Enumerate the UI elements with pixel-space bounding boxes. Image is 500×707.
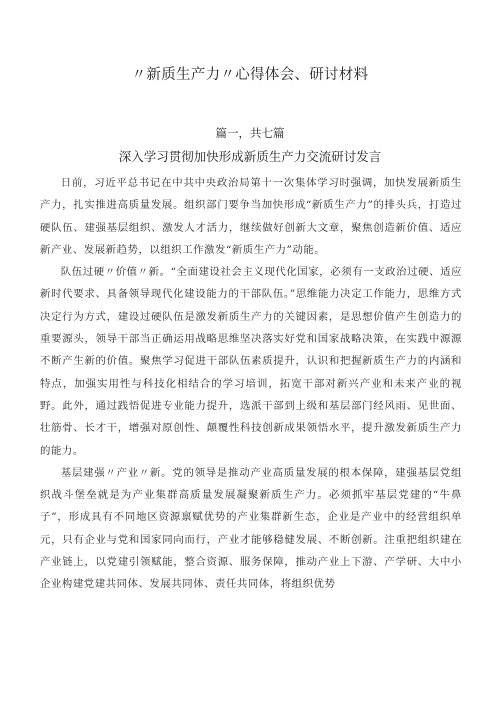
paragraph: 日前，习近平总书记在中共中央政治局第十一次集体学习时强调，加快发展新质生产力，扎实推进高质量发展。组织部门要争当加快形成“新质生产力”的排头兵，打造过硬队伍、建强基层组织、激发人才活力，继续做好创新大文章，聚焦创造新价值、适应新产业、发展新趋势，以组织工作激发“新质生产力”动能。 — [40, 177, 462, 256]
section-label: 篇一，共七篇 — [215, 126, 285, 140]
paragraph: 队伍过硬〃价值〃新。“全面建设社会主义现代化国家，必须有一支政治过硬、适应新时代要求、具备领导现代化建设能力的干部队伍。”思维能力决定工作能力，思维方式决定行为方式，建设过硬队伍是激发新质生产力的关键因素，是思想价值产生创造力的重要源头，领导干部当正确运用战略思维坚决落实好党和国家战略决策，在实践中源源不断产生新的价值。聚焦学习促进干部队伍素质提升，认识和把握新质生产力的内涵和特点，加强实用性与科技化相结合的学习培训，拓宽干部对新兴产业和未来产业的视野。此外，通过践悟促进专业能力提升，选派干部到上级和基层部门经风雨、见世面、壮筋骨、长才干，增强对原创性、颠覆性科技创新成果领悟水平，提升激发新质生产力的能力。 — [40, 266, 462, 457]
document-body — [40, 172, 462, 596]
document-title: 〃新质生产力〃心得体会、研讨材料 — [131, 67, 369, 83]
section-title: 深入学习贯彻加快形成新质生产力交流研讨发言 — [118, 149, 382, 164]
paragraph: 基层建强〃产业〃新。党的领导是推动产业高质量发展的根本保障，建强基层党组织战斗堡垒就是为产业集群高质量发展凝聚新质生产力。必须抓牢基层党建的“牛鼻子”，形成具有不同地区资源禀赋优势的产业集群新生态，企业是产业中的经营组织单元，只有企业与党和国家同向而行，产业才能够稳健发展、不断创新。注重把组织建在产业链上，以党建引领赋能，整合资源、服务保障，推动产业上下游、产学研、大中小企业构建党建共同体、发展共同体、责任共同体，将组织优势 — [40, 466, 462, 591]
